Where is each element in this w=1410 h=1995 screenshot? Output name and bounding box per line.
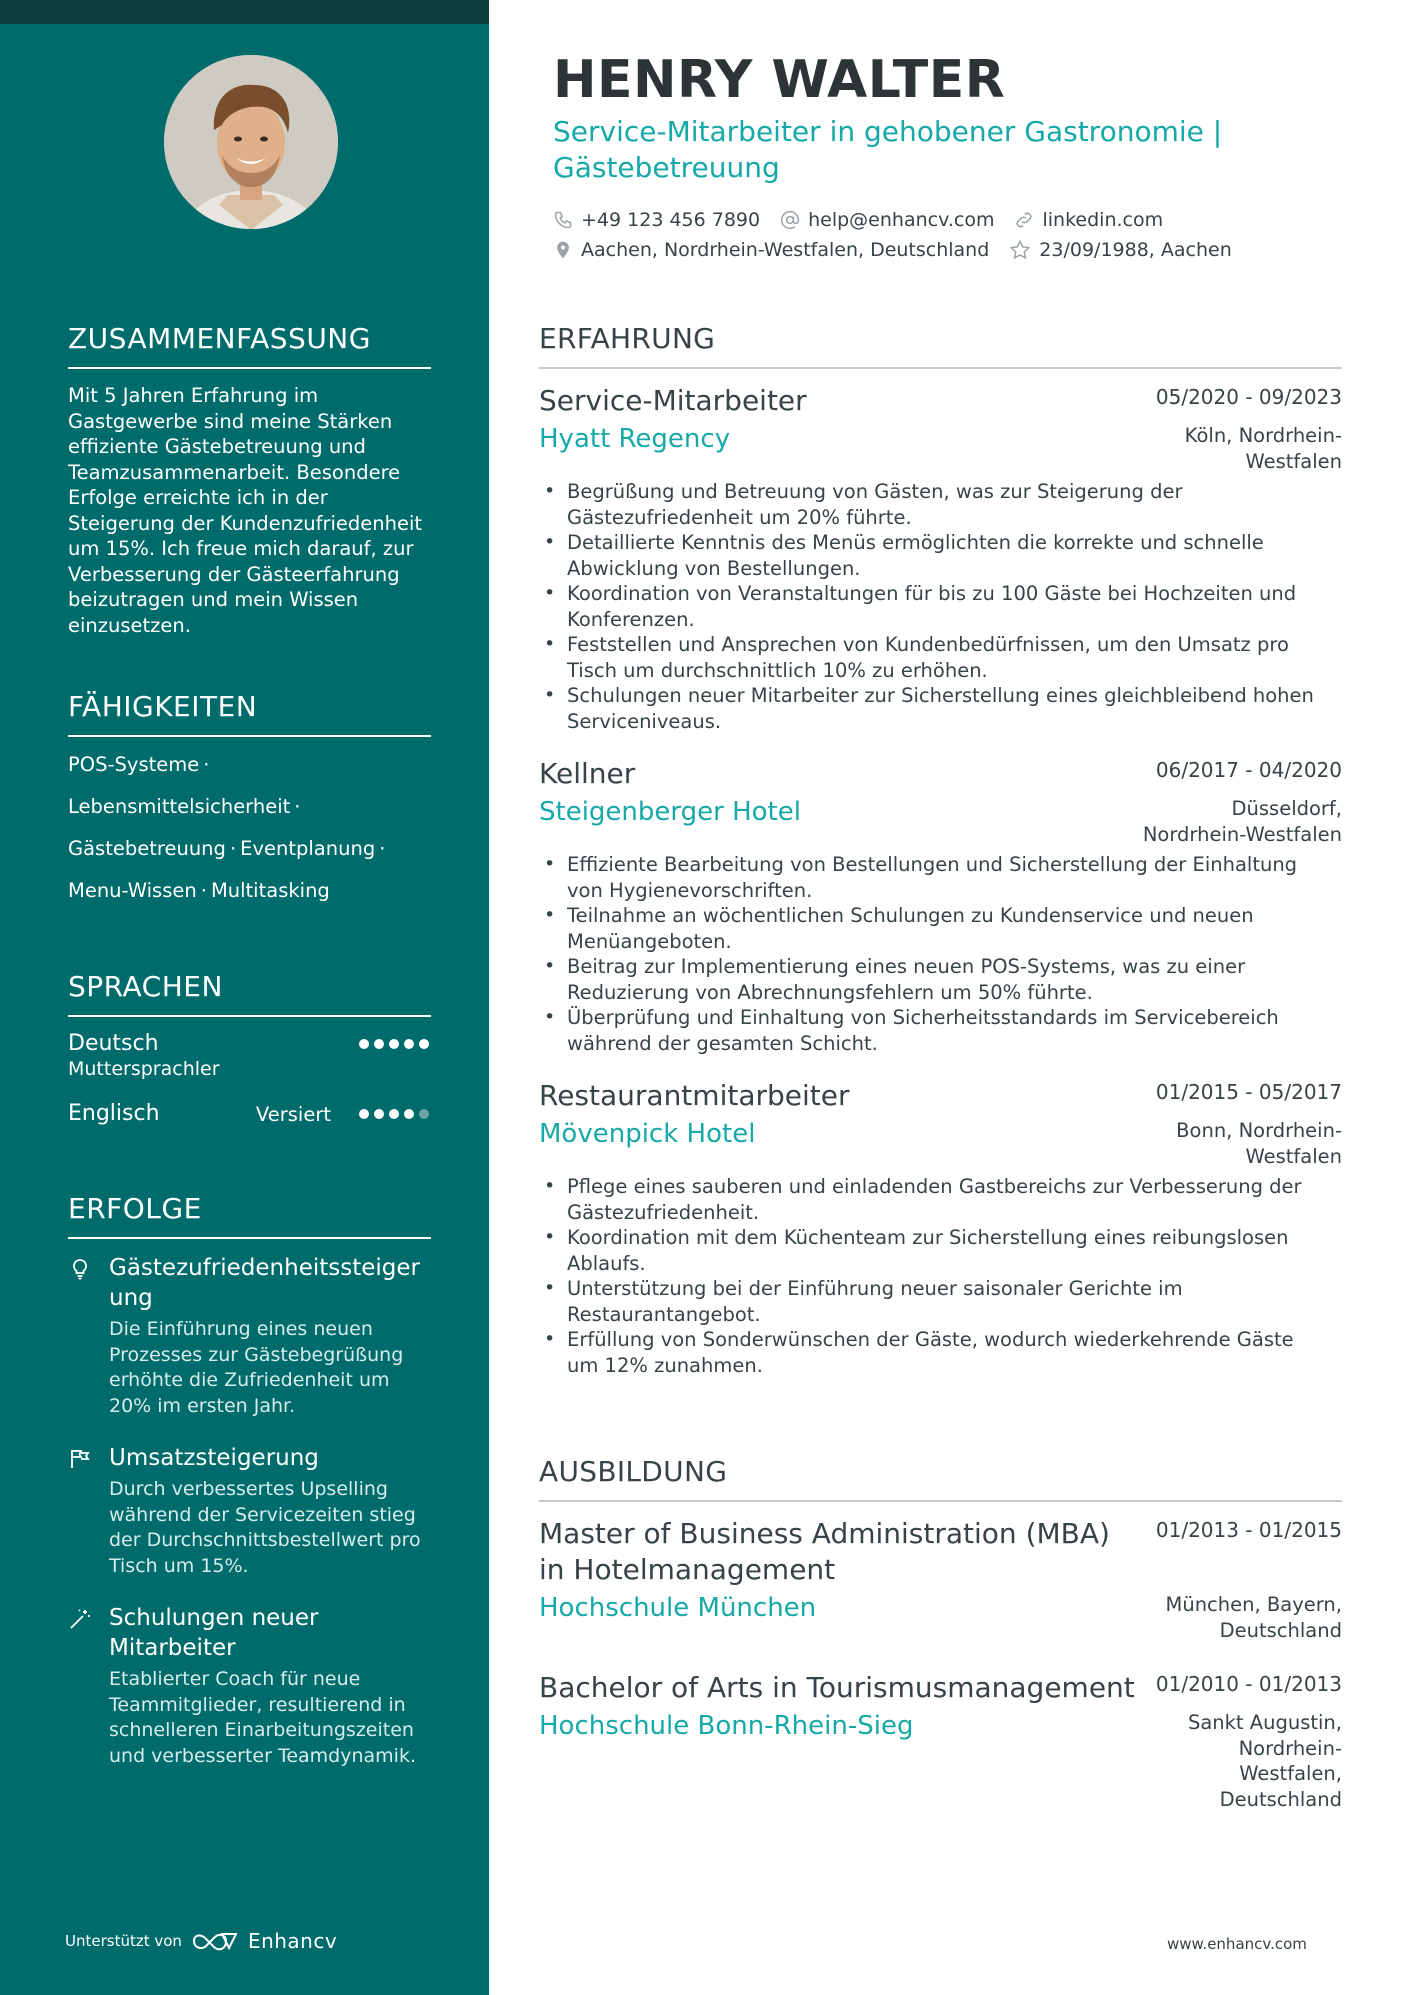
bullet-item: • Detaillierte Kenntnis des Menüs ermöglichten die korrekte und schnelle Abwicklung von Bestellungen. [539, 530, 1329, 581]
job-org-row [539, 1116, 1342, 1168]
enhancv-logo-icon [192, 1930, 238, 1952]
education-section [539, 1455, 1342, 1811]
job-location: Bonn, Nordrhein-Westfalen [1176, 1119, 1342, 1168]
email-text[interactable]: help@enhancv.com [808, 209, 995, 231]
bullet-item: • Koordination von Veranstaltungen für bis zu 100 Gäste bei Hochzeiten und Konferenzen. [539, 581, 1329, 632]
achievement-desc: Etablierter Coach für neue Teammitglieder, resultierend in schnelleren Einarbeitungszeiten und verbesserter Teamdynamik. [109, 1668, 417, 1767]
job-org-row [539, 421, 1342, 473]
education-title: AUSBILDUNG [539, 1455, 1342, 1502]
experience-section [539, 322, 1342, 1400]
lightbulb-icon [68, 1257, 92, 1281]
school-name: Hochschule München [539, 1593, 817, 1623]
contact-phone [553, 209, 760, 231]
language-row [68, 1031, 431, 1101]
degree-title: Master of Business Administration (MBA) in Hotelmanagement [539, 1517, 1110, 1586]
contact-row [553, 235, 1333, 265]
rating-dot [404, 1039, 414, 1049]
job-bullets [539, 852, 1342, 1056]
skills-section [68, 690, 431, 919]
achievement-title: Schulungen neuer Mitarbeiter [109, 1605, 319, 1661]
bullet-item: • Überprüfung und Einhaltung von Sicherheitsstandards im Servicebereich während der gesamten Schicht. [539, 1005, 1329, 1056]
job-dates: 01/2015 - 05/2017 [1155, 1080, 1342, 1104]
summary-text: Mit 5 Jahren Erfahrung im Gastgewerbe sind meine Stärken effiziente Gästebetreuung und Teamzusammenarbeit. Besondere Erfolge erreichte ich in der Steigerung der Kundenzufriedenheit um 15%. Ich freue mich darauf, zur Verbesserung der Gästeerfahrung beizutragen und mein Wissen einzusetzen. [68, 384, 423, 637]
rating-dot [359, 1109, 369, 1119]
achievement-item [68, 1253, 431, 1419]
language-level: Versiert [255, 1103, 331, 1126]
bullet-item: • Beitrag zur Implementierung eines neuen POS-Systems, was zu einer Reduzierung von Abrechnungsfehlern um 50% führte. [539, 954, 1329, 1005]
language-rating [359, 1039, 429, 1049]
rating-dot [389, 1109, 399, 1119]
bullet-item: • Koordination mit dem Küchenteam zur Sicherstellung eines reibungslosen Ablaufs. [539, 1225, 1329, 1276]
education-entry [539, 1516, 1342, 1642]
company-name: Steigenberger Hotel [539, 797, 801, 827]
brand-name: Enhancv [247, 1929, 338, 1953]
location-pin-icon [553, 240, 573, 260]
experience-title: ERFAHRUNG [539, 322, 1342, 369]
rating-dot [359, 1039, 369, 1049]
main-content [539, 0, 1342, 1995]
contact-email[interactable] [780, 209, 994, 231]
contact-linkedin[interactable] [1014, 209, 1163, 231]
location-text: Aachen, Nordrhein-Westfalen, Deutschland [581, 239, 990, 261]
languages-title: SPRACHEN [68, 970, 431, 1017]
bullet-item: • Unterstützung bei der Einführung neuer saisonaler Gerichte im Restaurantangebot. [539, 1276, 1329, 1327]
job-title: Restaurantmitarbeiter [539, 1079, 850, 1112]
phone-text: +49 123 456 7890 [581, 209, 761, 231]
job-location: Düsseldorf, Nordrhein-Westfalen [1142, 797, 1342, 846]
skill-item: Gästebetreuung [68, 837, 226, 860]
birth-text: 23/09/1988, Aachen [1039, 239, 1232, 261]
magic-wand-icon [68, 1607, 92, 1631]
skill-line: POS-Systeme · [68, 753, 210, 776]
school-name: Hochschule Bonn-Rhein-Sieg [539, 1711, 914, 1741]
languages-section [68, 970, 431, 1171]
sidebar [0, 0, 489, 1995]
rating-dot [374, 1109, 384, 1119]
skill-line: Lebensmittelsicherheit · [68, 795, 301, 818]
bullet-item: • Erfüllung von Sonderwünschen der Gäste, wodurch wiederkehrende Gäste um 12% zunahmen. [539, 1327, 1329, 1378]
experience-entry [539, 1078, 1342, 1378]
job-org-row [539, 794, 1342, 846]
candidate-name: HENRY WALTER [553, 50, 1006, 110]
contact-info [553, 205, 1333, 265]
avatar [164, 55, 338, 229]
bullet-item: • Feststellen und Ansprechen von Kundenbedürfnissen, um den Umsatz pro Tisch um durchschnittlich 10% zu erhöhen. [539, 632, 1329, 683]
summary-title: ZUSAMMENFASSUNG [68, 322, 431, 369]
rating-dot [374, 1039, 384, 1049]
skill-line: Menu-Wissen · Multitasking [68, 879, 330, 902]
phone-icon [553, 210, 573, 230]
experience-entry [539, 383, 1342, 734]
degree-title: Bachelor of Arts in Tourismusmanagement [539, 1671, 1135, 1704]
skill-item: Eventplanung [240, 837, 376, 860]
achievements-title: ERFOLGE [68, 1192, 431, 1239]
job-bullets [539, 479, 1342, 734]
education-dates: 01/2013 - 01/2015 [1155, 1518, 1342, 1542]
skill-item: Multitasking [210, 879, 330, 902]
contact-location [553, 239, 989, 261]
company-name: Hyatt Regency [539, 424, 731, 454]
language-name: Deutsch [68, 1031, 159, 1056]
achievement-desc: Die Einführung eines neuen Prozesses zur Gästebegrüßung erhöhte die Zufriedenheit um 20% im ersten Jahr. [109, 1318, 404, 1417]
flag-icon [68, 1447, 92, 1471]
education-entry [539, 1670, 1342, 1811]
education-org-row [539, 1590, 1342, 1642]
powered-by [65, 1929, 337, 1953]
job-location: Köln, Nordrhein-Westfalen [1184, 424, 1342, 473]
bullet-item: • Pflege eines sauberen und einladenden Gastbereichs zur Verbesserung der Gästezufriedenheit. [539, 1174, 1329, 1225]
language-rating [359, 1109, 429, 1119]
skill-item: POS-Systeme [68, 753, 200, 776]
powered-by-text: Unterstützt von [65, 1932, 182, 1950]
experience-entry [539, 756, 1342, 1056]
contact-birth [1009, 239, 1231, 261]
education-location: München, Bayern, Deutschland [1165, 1593, 1342, 1642]
education-dates: 01/2010 - 01/2013 [1155, 1672, 1342, 1696]
summary-section [68, 322, 431, 638]
star-icon [1009, 239, 1031, 261]
achievements-section [68, 1192, 431, 1793]
linkedin-text[interactable]: linkedin.com [1042, 209, 1164, 231]
achievement-desc: Durch verbessertes Upselling während der Servicezeiten stieg der Durchschnittsbestellwert pro Tisch um 15%. [109, 1478, 421, 1577]
language-row [68, 1101, 431, 1171]
skill-item: Menu-Wissen [68, 879, 197, 902]
at-icon [780, 210, 800, 230]
rating-dot [419, 1039, 429, 1049]
skills-title: FÄHIGKEITEN [68, 690, 431, 737]
bullet-item: • Teilnahme an wöchentlichen Schulungen zu Kundenservice und neuen Menüangeboten. [539, 903, 1329, 954]
link-icon [1014, 210, 1034, 230]
education-org-row [539, 1708, 1342, 1811]
rating-dot [389, 1039, 399, 1049]
job-title: Service-Mitarbeiter [539, 384, 807, 417]
bullet-item: • Begrüßung und Betreuung von Gästen, was zur Steigerung der Gästezufriedenheit um 20% führte. [539, 479, 1329, 530]
job-title: Kellner [539, 757, 636, 790]
footer-url[interactable]: www.enhancv.com [1167, 1935, 1307, 1953]
rating-dot [404, 1109, 414, 1119]
bullet-item: • Schulungen neuer Mitarbeiter zur Sicherstellung eines gleichbleibend hohen Serviceniveaus. [539, 683, 1329, 734]
sidebar-top-bar [0, 0, 489, 24]
job-bullets [539, 1174, 1342, 1378]
education-location: Sankt Augustin, Nordrhein-Westfalen, Deutschland [1187, 1711, 1342, 1811]
job-dates: 06/2017 - 04/2020 [1155, 758, 1342, 782]
achievement-item [68, 1603, 431, 1769]
bullet-item: • Effiziente Bearbeitung von Bestellungen und Sicherstellung der Einhaltung von Hygienevorschriften. [539, 852, 1329, 903]
headline: Service-Mitarbeiter in gehobener Gastronomie | Gästebetreuung [553, 115, 1223, 184]
skill-line: Gästebetreuung · Eventplanung · [68, 837, 386, 860]
achievement-item [68, 1443, 431, 1579]
achievement-title: Umsatzsteigerung [109, 1445, 319, 1471]
achievement-title: Gästezufriedenheitssteiger ung [109, 1255, 421, 1311]
language-level: Muttersprachler [68, 1058, 220, 1080]
rating-dot [419, 1109, 429, 1119]
contact-row [553, 205, 1333, 235]
company-name: Mövenpick Hotel [539, 1119, 756, 1149]
job-dates: 05/2020 - 09/2023 [1155, 385, 1342, 409]
language-name: Englisch [68, 1101, 160, 1126]
skill-item: Lebensmittelsicherheit [68, 795, 291, 818]
